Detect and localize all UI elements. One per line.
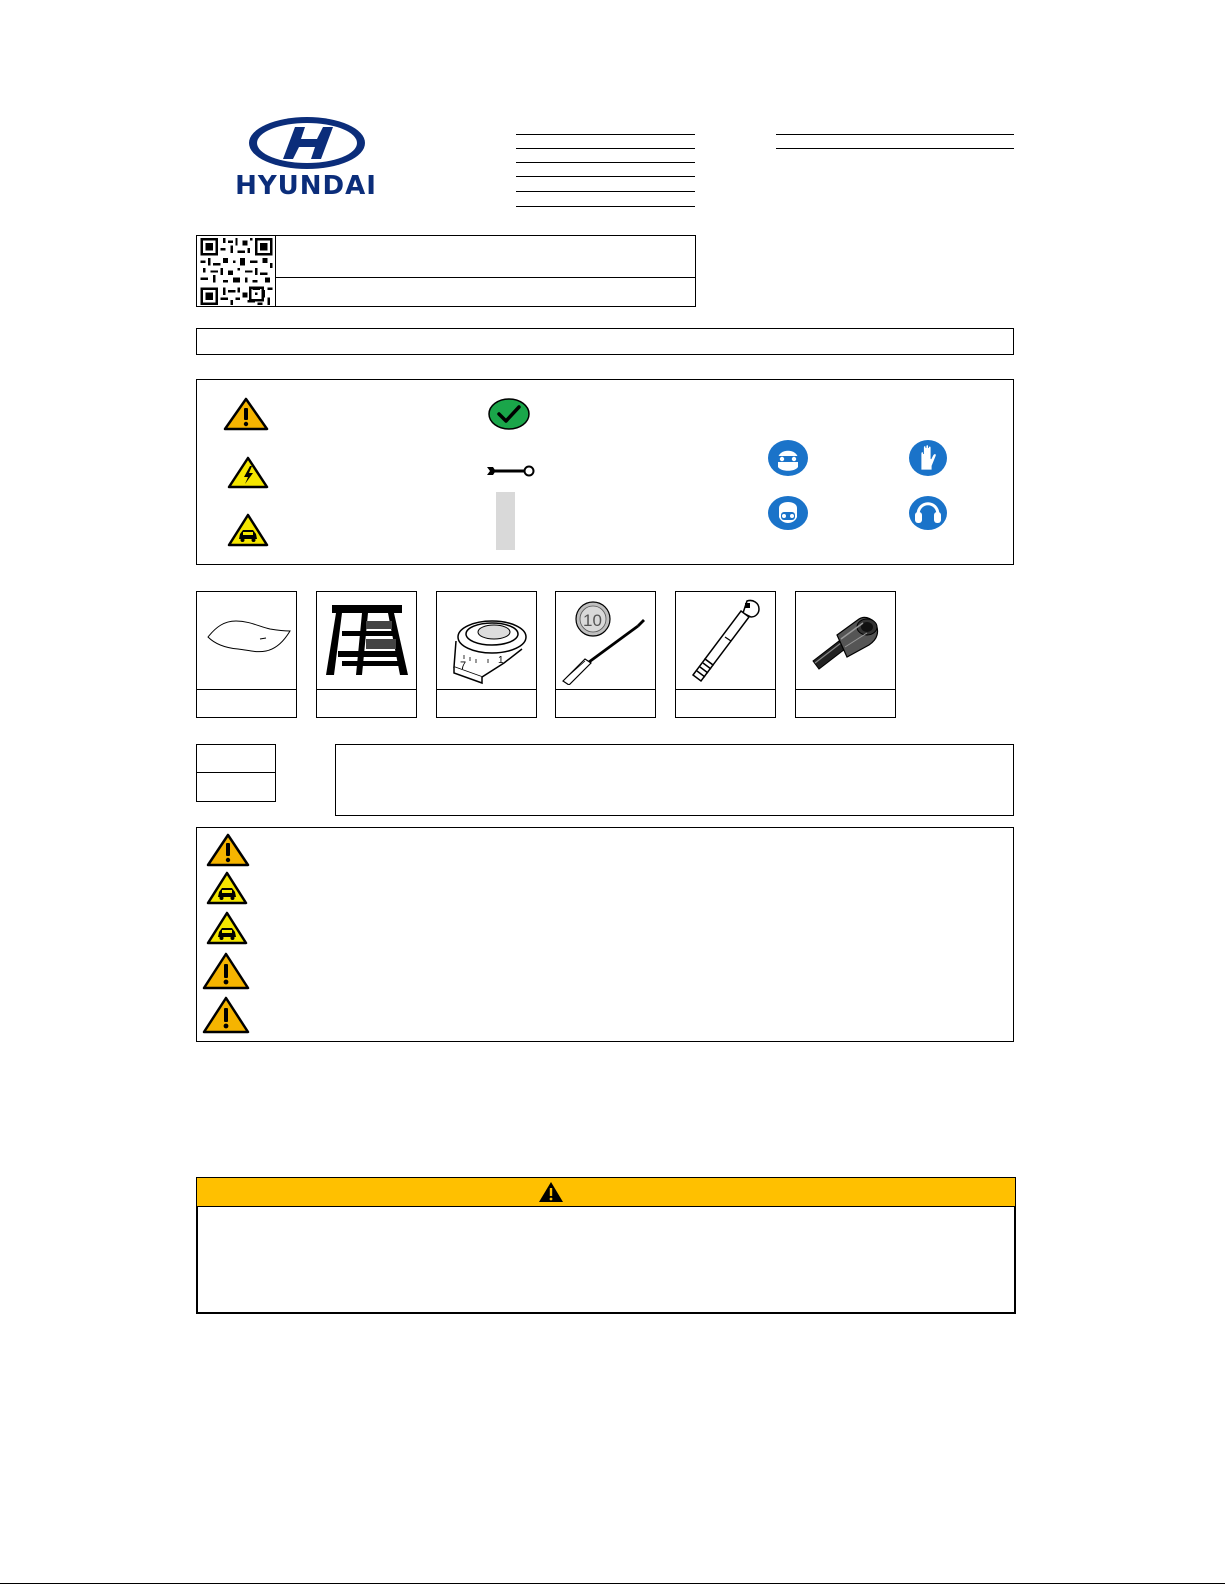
- vehicle-hazard-icon: [206, 911, 248, 945]
- svg-text:7: 7: [460, 660, 467, 672]
- respirator-icon: [767, 495, 809, 531]
- header-field-line: [776, 148, 1014, 149]
- header-field-line: [516, 191, 695, 192]
- time-estimate-box: [196, 744, 276, 802]
- electrical-hazard-icon: [227, 456, 269, 489]
- symbol-legend: [196, 379, 1014, 565]
- torque-wrench-icon: [681, 597, 771, 685]
- header-field-line: [776, 134, 1014, 135]
- ear-protection-icon: [908, 495, 948, 531]
- page-bottom-rule: [0, 1583, 1225, 1584]
- header-field-line: [516, 134, 695, 135]
- title-box: [196, 235, 696, 307]
- hex-socket-icon: [801, 597, 891, 685]
- highlight-swatch: [496, 492, 515, 550]
- gloves-icon: [908, 439, 948, 477]
- caution-banner: [197, 1178, 1015, 1207]
- header-field-line: [516, 176, 695, 177]
- coin-and-screwdriver-icon: [561, 597, 651, 685]
- note-box: [335, 744, 1014, 816]
- safety-notes-box: [196, 827, 1014, 1042]
- header-field-line: [516, 206, 695, 207]
- svg-text:10: 10: [583, 611, 602, 630]
- warning-icon: [223, 397, 269, 431]
- tool-card-coin-screwdriver: [555, 591, 656, 718]
- svg-text:1: 1: [498, 655, 504, 666]
- tool-card-tape-measure: [436, 591, 537, 718]
- brand-wordmark: HYUNDAI: [235, 171, 377, 201]
- tool-card-cloth: [196, 591, 297, 718]
- warning-icon: [206, 833, 250, 867]
- tape-measure-icon: [442, 597, 532, 685]
- check-icon: [487, 397, 531, 431]
- vehicle-hazard-icon: [227, 513, 269, 547]
- step-ladder-icon: [322, 597, 412, 685]
- eye-protection-icon: [767, 439, 809, 477]
- caution-triangle-icon: [538, 1181, 564, 1203]
- warning-icon: [202, 996, 250, 1034]
- tool-card-hex-socket: [795, 591, 896, 718]
- wrench-icon: [485, 464, 535, 478]
- tool-card-step-ladder: [316, 591, 417, 718]
- header-field-line: [516, 148, 695, 149]
- hyundai-emblem-icon: [247, 115, 367, 171]
- tool-card-torque-wrench: [675, 591, 776, 718]
- header-field-line: [516, 162, 695, 163]
- warning-icon: [202, 952, 250, 990]
- description-bar: [196, 328, 1014, 355]
- qr-code-icon[interactable]: [200, 238, 273, 305]
- vehicle-hazard-icon: [206, 871, 248, 905]
- cloth-icon: [202, 597, 292, 685]
